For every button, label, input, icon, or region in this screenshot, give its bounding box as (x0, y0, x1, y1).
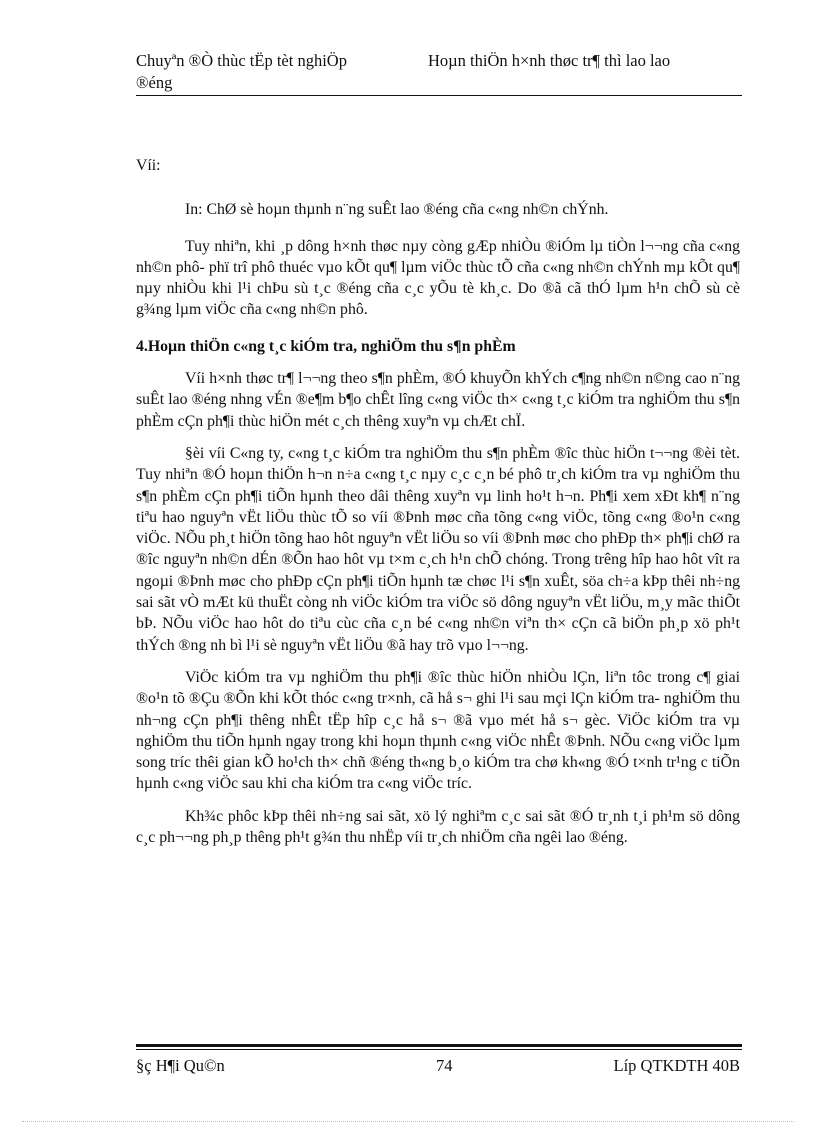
paragraph-limitations: Tuy nhiªn, khi ¸p dông h×nh thøc nµy còng gÆp nhiÒu ®iÓm lµ tiÒn l¬¬ng cña c«ng nh©n phô- phï trî phô thuéc vµo kÕt qu¶ lµm viÖc thùc tÕ cña c«ng nh©n chÝnh mµ kÕt qu¶ nµy nhiÒu khi l¹i chÞu sù t¸c ®éng cña c¸c yÕu tè kh¸c. Do ®ã cã thÓ lµm h¹n chÕ sù cè g¾ng lµm viÖc cña c«ng nh©n phô. (136, 237, 740, 319)
footer-divider-thick (136, 1044, 742, 1047)
page-edge-divider (22, 1121, 794, 1122)
paragraph-inspection-process: ViÖc kiÓm tra vµ nghiÖm thu ph¶i ®îc thùc hiÖn nhiÒu lÇn, liªn tôc trong c¶ giai ®o¹n tõ ®Çu ®Õn khi kÕt thóc c«ng tr×nh, cã hå s¬ ghi l¹i sau mçi lÇn kiÓm tra- nghiÖm thu nh¬ng cÇn ph¶i thêng nhÊt tËp hîp c¸c hå s¬ ®ã vµo mét hå s¬ gèc. ViÖc kiÓm tra vµ nghiÖm thu tiÕn hµnh ngay trong khi hoµn thµnh c«ng viÖc nhÊt ®Þnh. NÕu c«ng viÖc lµm song tríc thêi gian kÕ ho¹ch th× chñ ®éng th«ng b¸o kiÓm tra chø kh«ng ®Ó t×nh tr¹ng c tiÕn hµnh c«ng viÖc sau khi cha kiÓm tra c«ng viÖc tríc. (136, 668, 740, 793)
footer-author: §ç H¶i Qu©n (136, 1056, 225, 1075)
header-thesis-title: Hoµn thiÖn h×nh thøc tr¶ thì lao lao (428, 51, 671, 70)
header-divider (136, 95, 742, 96)
header-left-continuation: ®éng (136, 73, 173, 92)
page-body (136, 155, 740, 848)
paragraph-formula-definition: In: ChØ sè hoµn thµnh n¨ng suÊt lao ®éng cña c«ng nh©n chÝnh. (185, 201, 609, 219)
footer-class-code: Líp QTKDTH 40B (613, 1056, 740, 1075)
section-heading: 4.Hoµn thiÖn c«ng t¸c kiÓm tra, nghiÖm thu s¶n phÈm (136, 337, 516, 355)
paragraph-company-inspection: §èi víi C«ng ty, c«ng t¸c kiÓm tra nghiÖm thu s¶n phÈm ®îc thùc hiÖn t¬¬ng ®èi tèt. Tuy nhiªn ®Ó hoµn thiÖn h¬n n÷a c«ng t¸c nµy c¸c c¸n bé phô tr¸ch kiÓm tra vµ nghiÖm thu s¶n phÈm cÇn ph¶i tiÕn hµnh theo dâi thêng xuyªn vµ linh ho¹t h¬n. Ph¶i xem xÐt kh¶ n¨ng tiªu hao nguyªn vËt liÖu thùc tÕ so víi ®Þnh møc cña tõng c«ng viÖc, tõng c«ng ®o¹n c«ng viÖc. NÕu ph¸t hiÖn tõng hao hôt nguyªn vËt liÖu so víi ®Þnh møc cho phÐp th× ph¶i chØ ra ®îc nguyªn nh©n dÉn ®Õn hao hôt vµ t×m c¸ch h¹n chÕ chóng. Trong trêng hîp hao hôt vît ra ngoµi ®Þnh møc cho phÐp cÇn ph¶i tiÕn hµnh tæ chøc l¹i s¶n xuÊt, söa ch÷a kÞp thêi nh÷ng sai sãt vÒ mÆt kü thuËt còng nh viÖc kiÓm tra viÖc sö dông nguyªn vËt liÖu, m¸y mãc thiÕt bÞ. NÕu viÖc hao hôt do tiªu cùc cña c¸n bé c«ng nh©n viªn th× cÇn cã biÖn ph¸p xö ph¹t thÝch ®ng nh bì l¹i sè nguyªn vËt liÖu ®ã hay trõ vµo l¬¬ng. (136, 444, 740, 654)
page-number: 74 (436, 1056, 453, 1075)
paragraph-error-correction: Kh¾c phôc kÞp thêi nh÷ng sai sãt, xö lý nghiªm c¸c sai sãt ®Ó tr¸nh t¸i ph¹m sö dông c¸c ph¬¬ng ph¸p thêng ph¹t g¾n thu nhËp víi tr¸ch nhiÖm cña ngêi lao ®éng. (136, 807, 740, 847)
header-left-text: Chuyªn ®Ò thùc tËp tèt nghiÖp (136, 51, 347, 70)
footer-divider-thin (136, 1049, 742, 1050)
header-thesis-type (136, 50, 426, 94)
paragraph-formula-label: Víi: (136, 157, 161, 174)
paragraph-inspection-intro: Víi h×nh thøc tr¶ l¬¬ng theo s¶n phÈm, ®Ó khuyÕn khÝch c¶ng nh©n n©ng cao n¨ng suÊt lao ®éng nhng vÉn ®e¶m b¶o chÊt lîng c«ng viÖc th× c«ng t¸c kiÓm tra nghiÖm thu s¶n phÈm cÇn ph¶i thùc hiÖn mét c¸ch thêng xuyªn vµ chÆt chÏ. (136, 370, 740, 430)
